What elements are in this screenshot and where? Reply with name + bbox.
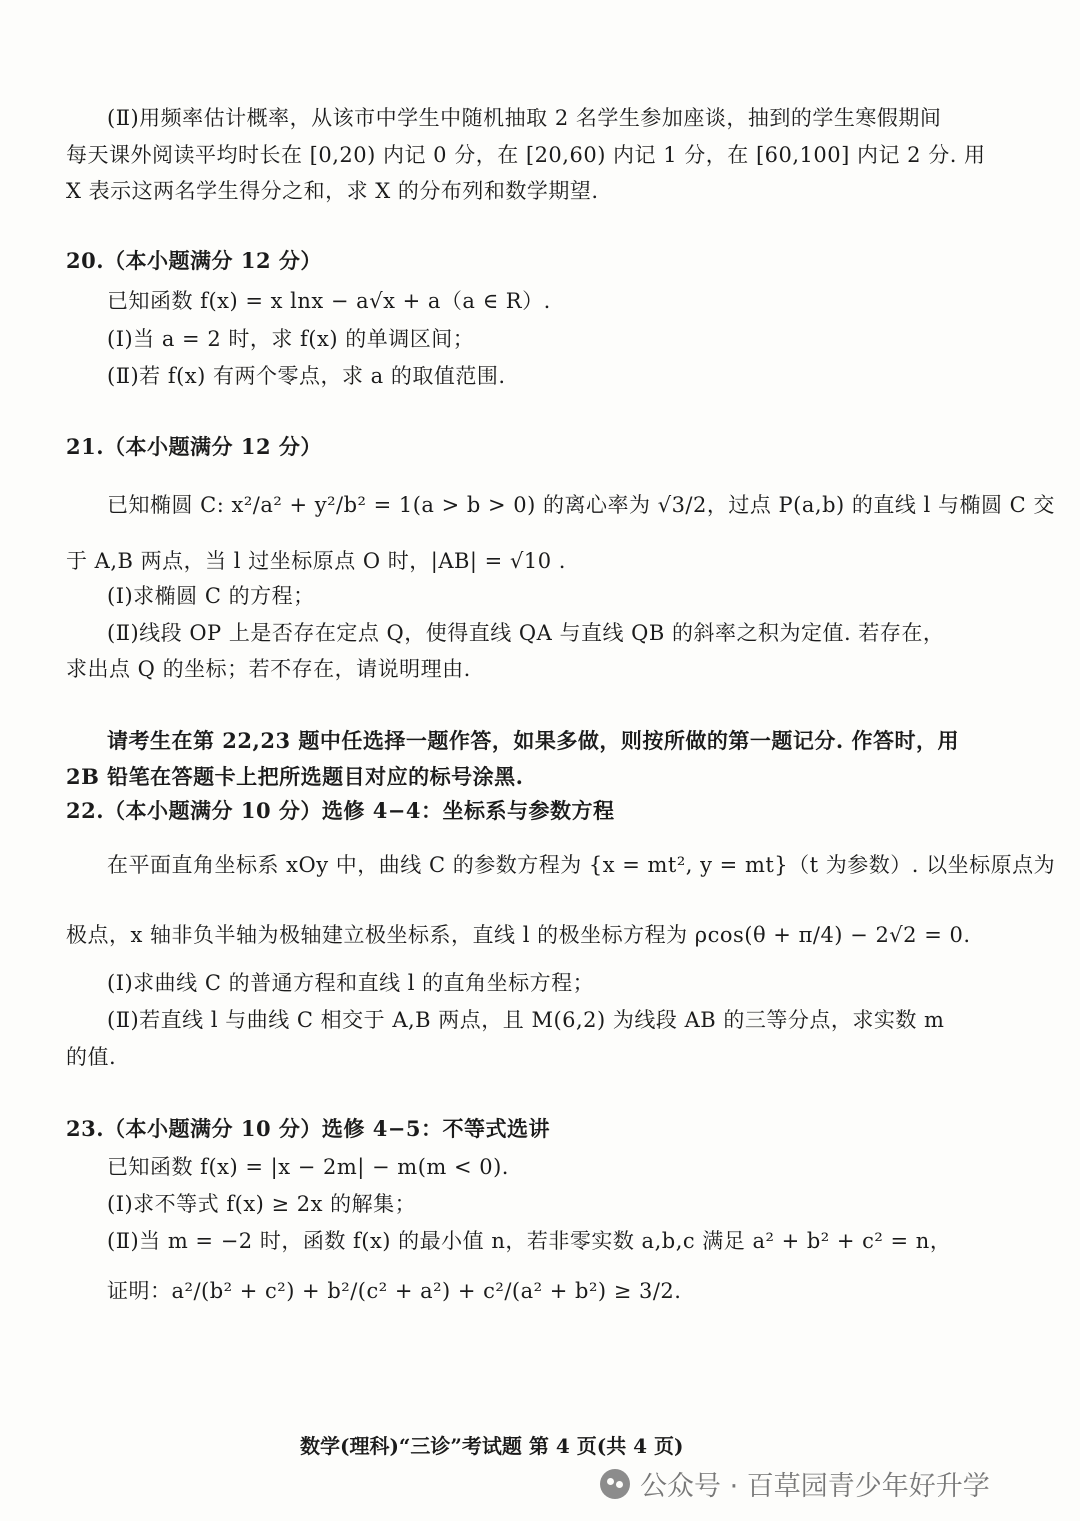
q23-header: 23.（本小题满分 10 分）选修 4−5：不等式选讲 xyxy=(66,1116,551,1141)
q22-stem-line1: 在平面直角坐标系 xOy 中，曲线 C 的参数方程为 {x = mt², y = mt}（t 为参数）. 以坐标原点为 xyxy=(107,853,1056,877)
q20-header: 20.（本小题满分 12 分） xyxy=(66,248,322,273)
q22-part2-line1: (Ⅱ)若直线 l 与曲线 C 相交于 A,B 两点，且 M(6,2) 为线段 AB 的三等分点，求实数 m xyxy=(107,1008,945,1032)
page-footer: 数学(理科)“三诊”考试题 第 4 页(共 4 页) xyxy=(300,1434,684,1458)
q21-stem-line2: 于 A,B 两点，当 l 过坐标原点 O 时，|AB| = √10 . xyxy=(66,549,566,573)
q19-part2-line3: X 表示这两名学生得分之和，求 X 的分布列和数学期望. xyxy=(66,179,599,203)
q20-part1: (Ⅰ)当 a = 2 时，求 f(x) 的单调区间； xyxy=(107,327,475,351)
q22-part2-line2: 的值. xyxy=(66,1045,117,1069)
q21-header: 21.（本小题满分 12 分） xyxy=(66,434,322,459)
q22-part1: (Ⅰ)求曲线 C 的普通方程和直线 l 的直角坐标方程； xyxy=(107,971,595,995)
watermark xyxy=(600,1464,990,1503)
q23-stem: 已知函数 f(x) = |x − 2m| − m(m < 0). xyxy=(107,1155,509,1179)
q21-stem-line1: 已知椭圆 C: x²/a² + y²/b² = 1(a > b > 0) 的离心率为 √3/2，过点 P(a,b) 的直线 l 与椭圆 C 交 xyxy=(107,493,1055,517)
q21-part1: (Ⅰ)求椭圆 C 的方程； xyxy=(107,584,315,608)
q19-part2-line2: 每天课外阅读平均时长在 [0,20) 内记 0 分，在 [20,60) 内记 1 分，在 [60,100] 内记 2 分. 用 xyxy=(66,143,986,167)
q21-part2-line1: (Ⅱ)线段 OP 上是否存在定点 Q，使得直线 QA 与直线 QB 的斜率之积为定值. 若存在， xyxy=(107,621,945,645)
instruction-line1: 请考生在第 22,23 题中任选择一题作答，如果多做，则按所做的第一题记分. 作答时，用 xyxy=(107,728,959,753)
wechat-icon xyxy=(600,1469,630,1499)
q20-stem: 已知函数 f(x) = x lnx − a√x + a（a ∈ R）. xyxy=(107,289,551,313)
q19-part2-line1: (Ⅱ)用频率估计概率，从该市中学生中随机抽取 2 名学生参加座谈，抽到的学生寒假期间 xyxy=(107,106,942,130)
q21-part2-line2: 求出点 Q 的坐标；若不存在，请说明理由. xyxy=(66,657,471,681)
q23-part2-line2: 证明：a²/(b² + c²) + b²/(c² + a²) + c²/(a² + b²) ≥ 3/2. xyxy=(107,1279,682,1303)
instruction-line2: 2B 铅笔在答题卡上把所选题目对应的标号涂黑. xyxy=(66,764,524,789)
q22-header: 22.（本小题满分 10 分）选修 4−4：坐标系与参数方程 xyxy=(66,798,615,823)
q22-stem-line2: 极点，x 轴非负半轴为极轴建立极坐标系，直线 l 的极坐标方程为 ρcos(θ + π/4) − 2√2 = 0. xyxy=(66,923,971,947)
q20-part2: (Ⅱ)若 f(x) 有两个零点，求 a 的取值范围. xyxy=(107,364,506,388)
q23-part1: (Ⅰ)求不等式 f(x) ≥ 2x 的解集； xyxy=(107,1192,417,1216)
q23-part2-line1: (Ⅱ)当 m = −2 时，函数 f(x) 的最小值 n，若非零实数 a,b,c 满足 a² + b² + c² = n， xyxy=(107,1229,952,1253)
watermark-text: 公众号 · 百草园青少年好升学 xyxy=(640,1471,990,1502)
